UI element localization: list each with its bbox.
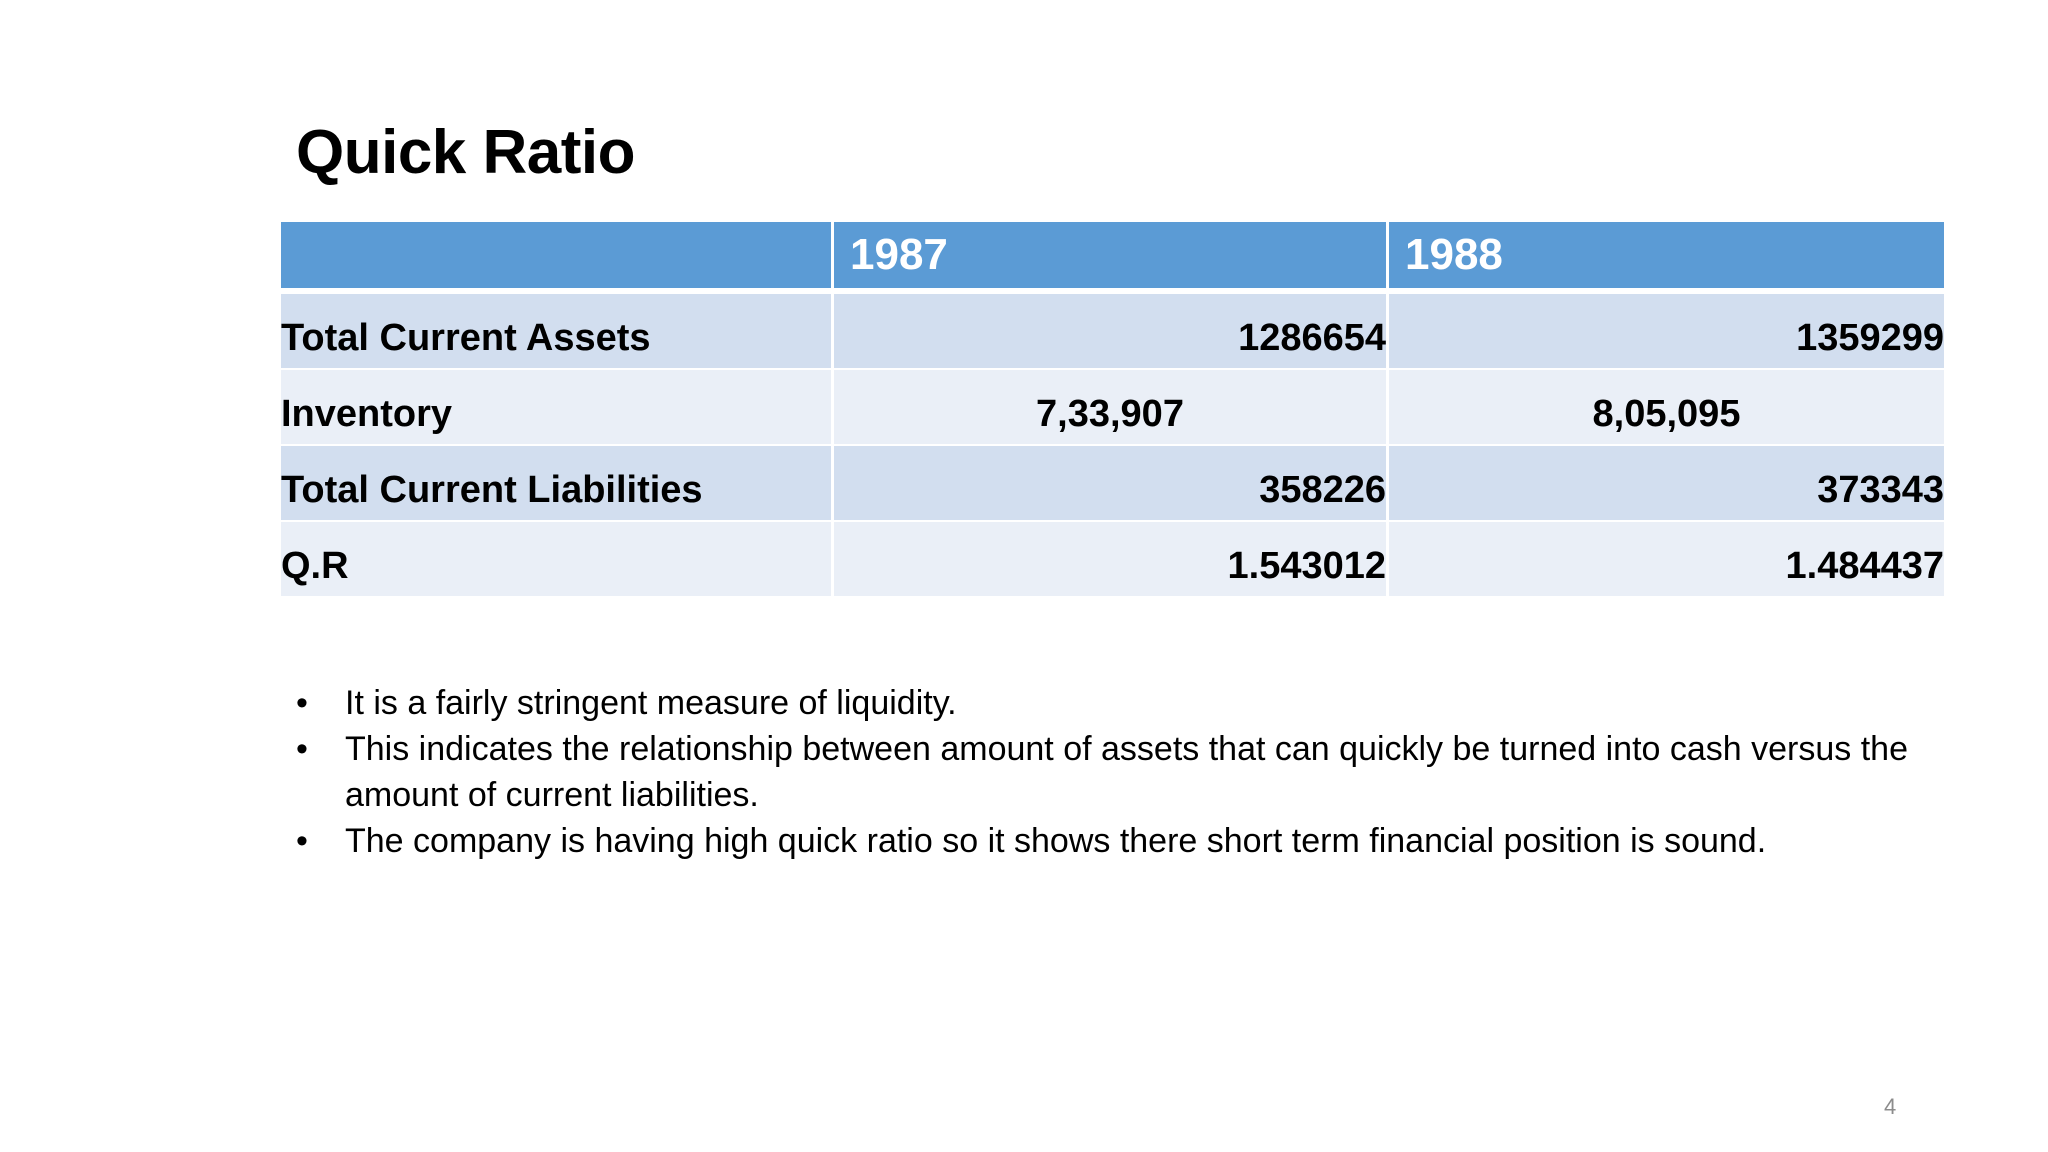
table-header-1988: 1988 — [1389, 222, 1944, 294]
value-1988: 1.484437 — [1389, 522, 1944, 598]
row-label: Q.R — [281, 522, 834, 598]
table-header-row — [281, 222, 1944, 294]
bullet-text: The company is having high quick ratio so it shows there short term financial position is sound. — [345, 822, 1767, 860]
value-1988: 1359299 — [1389, 294, 1944, 370]
table-header-blank — [281, 222, 834, 294]
bullet-dot-icon: • — [296, 730, 308, 768]
table-row-total-current-assets — [281, 294, 1944, 370]
row-label: Inventory — [281, 370, 834, 446]
bullet-text: It is a fairly stringent measure of liquidity. — [345, 684, 957, 722]
table-row-total-current-liabilities — [281, 446, 1944, 522]
table-row-quick-ratio — [281, 522, 1944, 598]
value-1987: 7,33,907 — [834, 370, 1389, 446]
bullet-dot-icon: • — [296, 822, 308, 860]
value-1988: 8,05,095 — [1389, 370, 1944, 446]
value-1987: 358226 — [834, 446, 1389, 522]
value-1987: 1286654 — [834, 294, 1389, 370]
value-1988: 373343 — [1389, 446, 1944, 522]
table-header-1987: 1987 — [834, 222, 1389, 294]
row-label: Total Current Assets — [281, 294, 834, 370]
bullet-item — [296, 726, 1946, 818]
bullet-dot-icon: • — [296, 684, 308, 722]
page-number: 4 — [1884, 1094, 1897, 1119]
row-label: Total Current Liabilities — [281, 446, 834, 522]
bullet-text: This indicates the relationship between amount of assets that can quickly be turned into cash versus the amount of current liabilities. — [345, 730, 1909, 814]
bullet-list — [296, 680, 1946, 864]
bullet-item — [296, 818, 1946, 864]
table-row-inventory — [281, 370, 1944, 446]
value-1987: 1.543012 — [834, 522, 1389, 598]
quick-ratio-table — [281, 222, 1944, 598]
bullet-item — [296, 680, 1946, 726]
slide-title: Quick Ratio — [296, 118, 636, 187]
